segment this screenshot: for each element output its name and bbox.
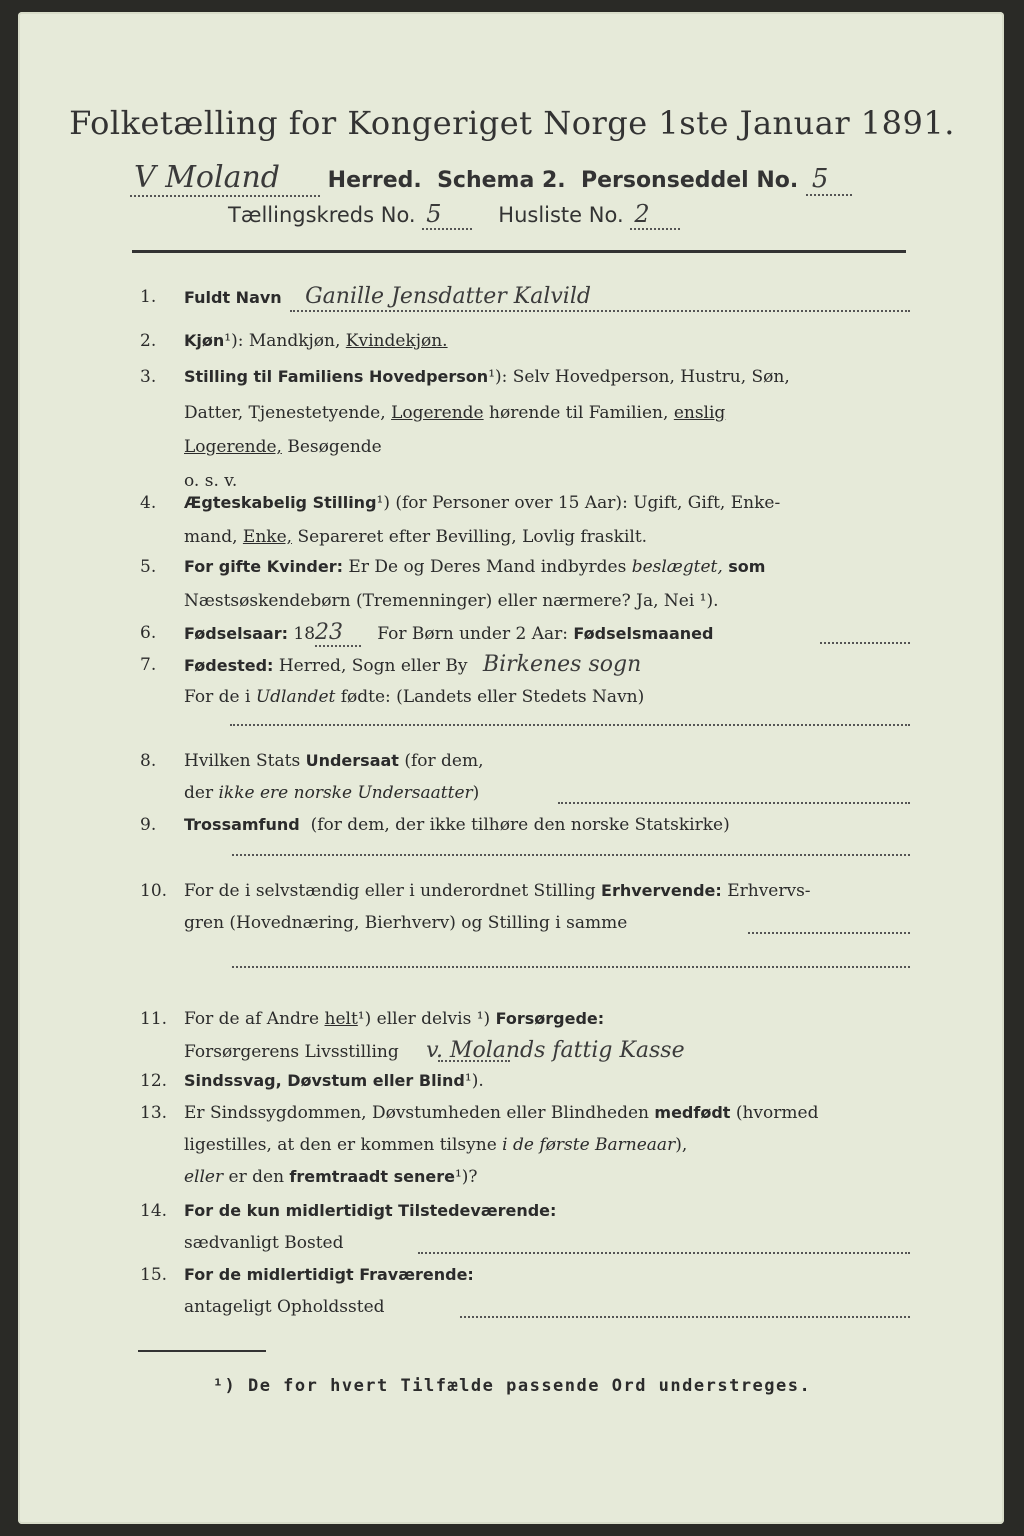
q12-number: 12. <box>140 1071 168 1091</box>
q15-dotted-line <box>460 1316 910 1318</box>
q5-text-2: Næstsøskendebørn (Tremenninger) eller nærmere? Ja, Nei ¹). <box>184 591 719 611</box>
q12-line: Sindssvag, Døvstum eller Blind¹). <box>184 1071 484 1091</box>
q5-text-1: Er De og Deres Mand indbyrdes <box>348 557 627 577</box>
q3-selected-logerende-2: Logerende, <box>184 437 282 457</box>
q8-text-italic: ikke ere norske Undersaatter <box>218 783 473 803</box>
q11-number: 11. <box>140 1009 168 1029</box>
q1-dotted-line <box>290 310 910 312</box>
q4-line-1 <box>184 488 780 518</box>
q10-text-1c: Erhvervs- <box>727 881 811 901</box>
q8-text-1a: Hvilken Stats <box>184 751 301 771</box>
q5-line-1 <box>184 552 765 582</box>
footnote: ¹) De for hvert Tilfælde passende Ord understreges. <box>212 1376 812 1396</box>
q11-provider-value: v. Molands fattig Kasse <box>426 1038 685 1063</box>
kreds-label: Tællingskreds No. <box>228 203 416 227</box>
q5-number: 5. <box>140 557 157 577</box>
q5-text-italic: beslægtet, <box>631 557 723 577</box>
q9-text: (for dem, der ikke tilhøre den norske Statskirke) <box>310 815 730 835</box>
footnote-rule <box>138 1350 266 1352</box>
personseddel-label: Personseddel No. <box>580 168 799 193</box>
q6-year-prefix: 18 <box>293 624 316 644</box>
q9-line <box>184 810 730 840</box>
q7-number: 7. <box>140 655 157 675</box>
q10-dotted-line-1 <box>748 932 910 934</box>
q7-line-1 <box>184 650 641 681</box>
q3-text-2a: Datter, Tjenestetyende, <box>184 403 386 423</box>
q7-text-2a: For de i <box>184 687 251 707</box>
q2-line <box>184 326 448 356</box>
q13-line-3 <box>184 1162 478 1192</box>
q4-text-1: ¹) (for Personer over 15 Aar): Ugift, Gift, Enke- <box>376 493 781 513</box>
q4-number: 4. <box>140 493 157 513</box>
q13-number: 13. <box>140 1103 168 1123</box>
q6-dotted-line <box>820 642 910 644</box>
q13-line-1 <box>184 1098 818 1128</box>
q7-label: Fødested: <box>184 656 274 675</box>
q10-number: 10. <box>140 881 168 901</box>
q2-label: Kjøn <box>184 331 225 350</box>
q2-number: 2. <box>140 331 157 351</box>
q3-selected-enslig: enslig <box>673 403 726 423</box>
q1-label: Fuldt Navn <box>184 288 282 307</box>
q6-text: For Børn under 2 Aar: <box>377 624 568 644</box>
q1-name-value: Ganille Jensdatter Kalvild <box>305 284 591 309</box>
q10-text-1a: For de i selvstændig eller i underordnet Stilling <box>184 881 596 901</box>
q7-dotted-line <box>230 724 910 726</box>
q10-dotted-line-2 <box>232 966 910 968</box>
q11-text-1a: For de af Andre <box>184 1009 320 1029</box>
herred-line <box>130 160 852 195</box>
q15-text-2: antageligt Opholdssted <box>184 1297 385 1317</box>
q6-text-bold: Fødselsmaaned <box>573 624 714 643</box>
q14-number: 14. <box>140 1201 168 1221</box>
q10-label: Erhvervende: <box>601 881 722 900</box>
q7-text-2b: fødte: (Landets eller Stedets Navn) <box>340 687 645 707</box>
q6-label: Fødselsaar: <box>184 624 288 643</box>
schema-label: Schema 2. <box>437 168 566 193</box>
husliste-label: Husliste No. <box>498 203 624 227</box>
form-title: Folketælling for Kongeriget Norge 1ste Januar 1891. <box>69 104 955 142</box>
q7-text-italic: Udlandet <box>255 687 336 707</box>
q3-selected-logerende: Logerende <box>391 403 484 423</box>
q3-text-4: o. s. v. <box>184 471 238 491</box>
q11-label: Forsørgede: <box>495 1009 605 1028</box>
q6-year-value: 23 <box>315 620 361 647</box>
personseddel-value: 5 <box>806 164 853 196</box>
q3-text-1: ¹): Selv Hovedperson, Hustru, Søn, <box>488 367 790 387</box>
q11-text-1b: ¹) eller delvis ¹) <box>357 1009 491 1029</box>
q14-label: For de kun midlertidigt Tilstedeværende: <box>184 1201 557 1220</box>
q4-line-2 <box>184 522 647 552</box>
q10-text-2: gren (Hovednæring, Bierhverv) og Stilling i samme <box>184 913 628 933</box>
q11-line-1 <box>184 1004 604 1034</box>
q3-text-2c: hørende til Familien, <box>489 403 669 423</box>
q8-label: Undersaat <box>305 751 399 770</box>
q15-number: 15. <box>140 1265 168 1285</box>
q1-number: 1. <box>140 287 157 307</box>
q4-text-2a: mand, <box>184 527 238 547</box>
q13-line-2: ligestilles, at den er kommen tilsyne i de første Barneaar), <box>184 1135 688 1155</box>
q14-text-2: sædvanligt Bosted <box>184 1233 344 1253</box>
q9-label: Trossamfund <box>184 815 300 834</box>
kreds-line <box>228 200 680 228</box>
q2-selected: Kvindekjøn. <box>345 331 448 351</box>
q3-line-2 <box>184 398 725 428</box>
q4-label: Ægteskabelig Stilling <box>184 493 377 512</box>
q4-selected-enke: Enke, <box>242 527 293 547</box>
q13-text-bold: fremtraadt senere <box>289 1167 455 1186</box>
q8-text-1c: (for dem, <box>404 751 484 771</box>
q11-text-2: Forsørgerens Livsstilling <box>184 1042 399 1062</box>
q7-text: Herred, Sogn eller By <box>278 656 468 676</box>
kreds-value: 5 <box>422 200 471 230</box>
q3-number: 3. <box>140 367 157 387</box>
q9-dotted-line <box>232 854 910 856</box>
q5-text-bold: som <box>728 557 766 576</box>
q1-line <box>184 282 591 313</box>
q8-line-1 <box>184 746 484 776</box>
q10-line-1 <box>184 876 811 906</box>
q11-selected-helt: helt <box>324 1009 358 1029</box>
herred-value: V Moland <box>130 160 320 197</box>
q12-label: Sindssvag, Døvstum eller Blind <box>184 1071 465 1090</box>
husliste-value: 2 <box>630 200 679 230</box>
q13-text-3c: ¹)? <box>454 1167 478 1187</box>
q5-label: For gifte Kvinder: <box>184 557 343 576</box>
q8-number: 8. <box>140 751 157 771</box>
q13-label: medfødt <box>654 1103 731 1122</box>
q3-text-3b: Besøgende <box>287 437 382 457</box>
q3-line-1 <box>184 362 790 392</box>
q4-text-2c: Separeret efter Bevilling, Lovlig fraskilt. <box>297 527 648 547</box>
q7-birthplace-value: Birkenes sogn <box>482 652 642 677</box>
q13-text-1a: Er Sindssygdommen, Døvstumheden eller Blindheden <box>184 1103 649 1123</box>
herred-label: Herred. <box>327 168 422 193</box>
q11-line-2 <box>184 1036 685 1067</box>
q13-text-eller: eller <box>184 1167 224 1187</box>
q11-dotted-line <box>438 1060 510 1062</box>
q3-label: Stilling til Familiens Hovedperson <box>184 367 489 386</box>
q6-number: 6. <box>140 623 157 643</box>
q13-text-1c: (hvormed <box>735 1103 819 1123</box>
q9-number: 9. <box>140 815 157 835</box>
q8-line-2: der ikke ere norske Undersaatter) <box>184 783 480 803</box>
q13-text-2a: ligestilles, at den er kommen tilsyne <box>184 1135 497 1155</box>
q7-line-2 <box>184 682 644 712</box>
q3-line-3 <box>184 432 382 462</box>
q13-text-italic: i de første Barneaar <box>502 1135 676 1155</box>
q8-dotted-line <box>558 802 910 804</box>
q13-text-3a: er den <box>228 1167 285 1187</box>
q15-label: For de midlertidigt Fraværende: <box>184 1265 474 1284</box>
q14-dotted-line <box>418 1252 910 1254</box>
q2-text: ¹): Mandkjøn, <box>224 331 341 351</box>
q6-line <box>184 618 713 649</box>
q8-text-2a: der <box>184 783 214 803</box>
header-rule <box>132 250 906 253</box>
